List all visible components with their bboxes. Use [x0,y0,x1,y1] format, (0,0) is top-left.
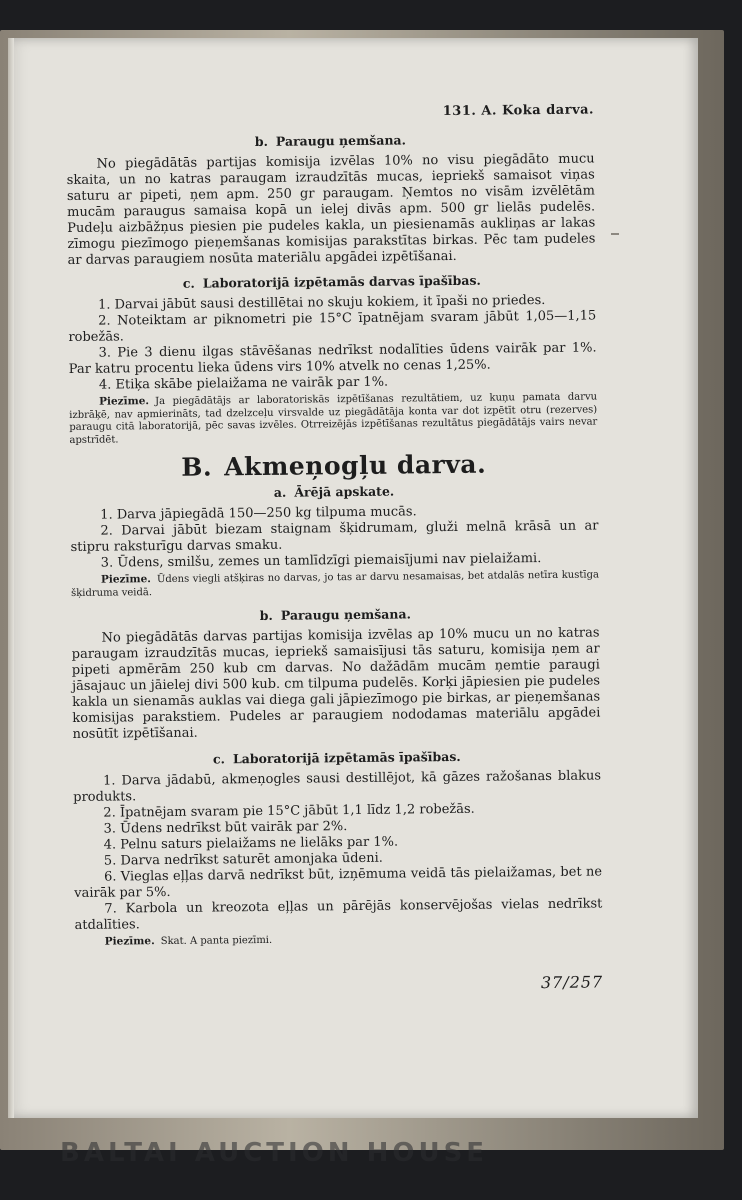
running-head: 131. A. Koka darva. [442,102,595,120]
section-title: Akmeņogļu darva. [223,449,487,482]
note-label: Piezīme. [104,935,155,948]
subsection-letter: b. [254,133,268,150]
subsection-heading-b-b [71,604,599,626]
subsection-title: Laboratorijā izpētamās darvas īpašības. [202,272,481,291]
book-page [8,38,698,1118]
list-item: 3. Ūdens nedrīkst būt vairāk par 2%. [103,819,348,837]
subsection-heading-b-c [73,747,601,769]
list-item: 3. Ūdens, smilšu, zemes un tamlīdzīgi piemaisījumi nav pielaižami. [100,551,542,571]
page-content [66,102,603,995]
subsection-heading-b-a [70,481,598,503]
list-item: 2. Darvai jābūt biezam staignam šķidrumam, gluži melnā krāsā un ar stipru raksturīgu darvas smaku. [70,518,599,555]
section-title-coal-tar [70,449,598,482]
subsection-letter: c. [212,751,225,767]
subsection-heading-a-b [66,130,594,152]
list-item: 7. Karbola un kreozota eļļas un pārējās konservējošas vielas nedrīkst atdalīties. [74,896,603,933]
subsection-letter: b. [259,607,273,623]
note-label: Piezīme. [99,395,150,408]
note-label: Piezīme. [100,573,151,586]
note-coal-tar-appearance [71,568,599,600]
list-item: 5. Darva nedrīkst saturēt amonjaka ūdeni. [103,850,383,869]
section-letter: B. [181,452,213,482]
subsection-letter: a. [273,484,287,500]
page-gutter [8,38,14,1118]
subsection-title: Paraugu ņemšana. [280,606,411,623]
note-coal-tar-lab [75,930,603,949]
list-item: 2. Īpatnējam svaram pie 15°C jābūt 1,1 līdz 1,2 robežās. [103,801,475,821]
page-number: 37/257 [540,971,604,992]
list-item: 4. Etiķa skābe pielaižama ne vairāk par 1%. [98,374,389,393]
subsection-heading-a-c [68,271,596,293]
list-item: 1. Darvai jābūt sausi destillētai no skuju kokiem, it īpaši no priedes. [97,292,546,313]
subsection-title: Ārējā apskate. [294,483,395,500]
subsection-letter: c. [182,275,195,291]
subsection-title: Laboratorijā izpētamās īpašības. [232,748,461,767]
subsection-title: Paraugu ņemšana. [275,132,407,149]
pencil-mark [611,233,619,235]
list-item: 3. Pie 3 dienu ilgas stāvēšanas nedrīkst nodalīties ūdens vairāk par 1%. Par katru procentu lieka ūdens virs 10% atvelk no cenas 1,25%. [68,340,597,377]
paragraph-sampling-coal-tar: No piegādātās darvas partijas komisija izvēlas ap 10% mucu un no katras paraugam izraudzītās mucas, iepriekš samaisījusi tās saturu, komisija ņem ar pipeti apmērām 250 kub cm darvas. No dažādām mucām ņemtie paraugi jāsajauc un jāielej divi 500 kub. cm tilpuma pudelēs. Korķi jāpiesien pie pudeles kakla un sienamās auklas vai diega gali jāpiezīmogo pie birkas, ar pieņemšanas komisijas parakstiem. Pudeles ar paraugiem nododamas materiālu apgādei nosūtīt izpētīšanai. [71,625,601,742]
paragraph-sampling-wood-tar: No piegādātās partijas komisija izvēlas 10% no visu piegādāto mucu skaita, un no katras paraugam izraudzītās mucas, iepriekš samaisot viņas saturu ar pipeti, ņem apm. 250 gr paraugam. Ņemtos no visām izvēlētām mucām paraugus samaisa kopā un ielej divās apm. 500 gr lielās pudelēs. Pudeļu aizbāžņus piesien pie pudeles kakla, un piesienamās aukliņas ar lakas zīmogu piezīmogo pieņemšanas komisijas parakstītas birkas. Pēc tam pudeles ar darvas paraugiem nosūta materiālu apgādei izpētīšanai. [66,151,596,268]
list-item: 1. Darva jāpiegādā 150—250 kg tilpuma mucās. [100,504,417,523]
list-item: 6. Vieglas eļļas darvā nedrīkst būt, izņēmuma veidā tās pielaižamas, bet ne vairāk par 5%. [74,864,603,901]
note-text: Ūdens viegli atšķiras no darvas, jo tas ar darvu nesamaisas, bet atdalās netīra kustīga šķidruma veidā. [71,569,599,599]
watermark: BALTAI AUCTION HOUSE [60,1138,489,1168]
list-item: 1. Darva jādabū, akmeņogles sausi destillējot, kā gāzes ražošanas blakus produkts. [73,768,602,805]
note-text: Skat. A panta piezīmi. [160,934,273,948]
list-item: 2. Noteiktam ar piknometri pie 15°C īpatnējam svaram jābūt 1,05—1,15 robežās. [68,308,597,345]
list-item: 4. Pelnu saturs pielaižams ne lielāks par 1%. [103,834,399,853]
note-wood-tar-lab [69,390,598,447]
note-text: Ja piegādātājs ar laboratoriskās izpētīšanas rezultātiem, uz kuņu pamata darvu izbrāķē, nav apmierināts, tad dzelzceļu virsvalde uz piegādātāja konta var dot izpētīt otru (rezerves) paraugu citā laboratorijā, pēc savas izvēles. Otrreizējās izpētīšanas rezultātus piegādātājs vairs nevar apstrīdēt. [69,391,598,446]
